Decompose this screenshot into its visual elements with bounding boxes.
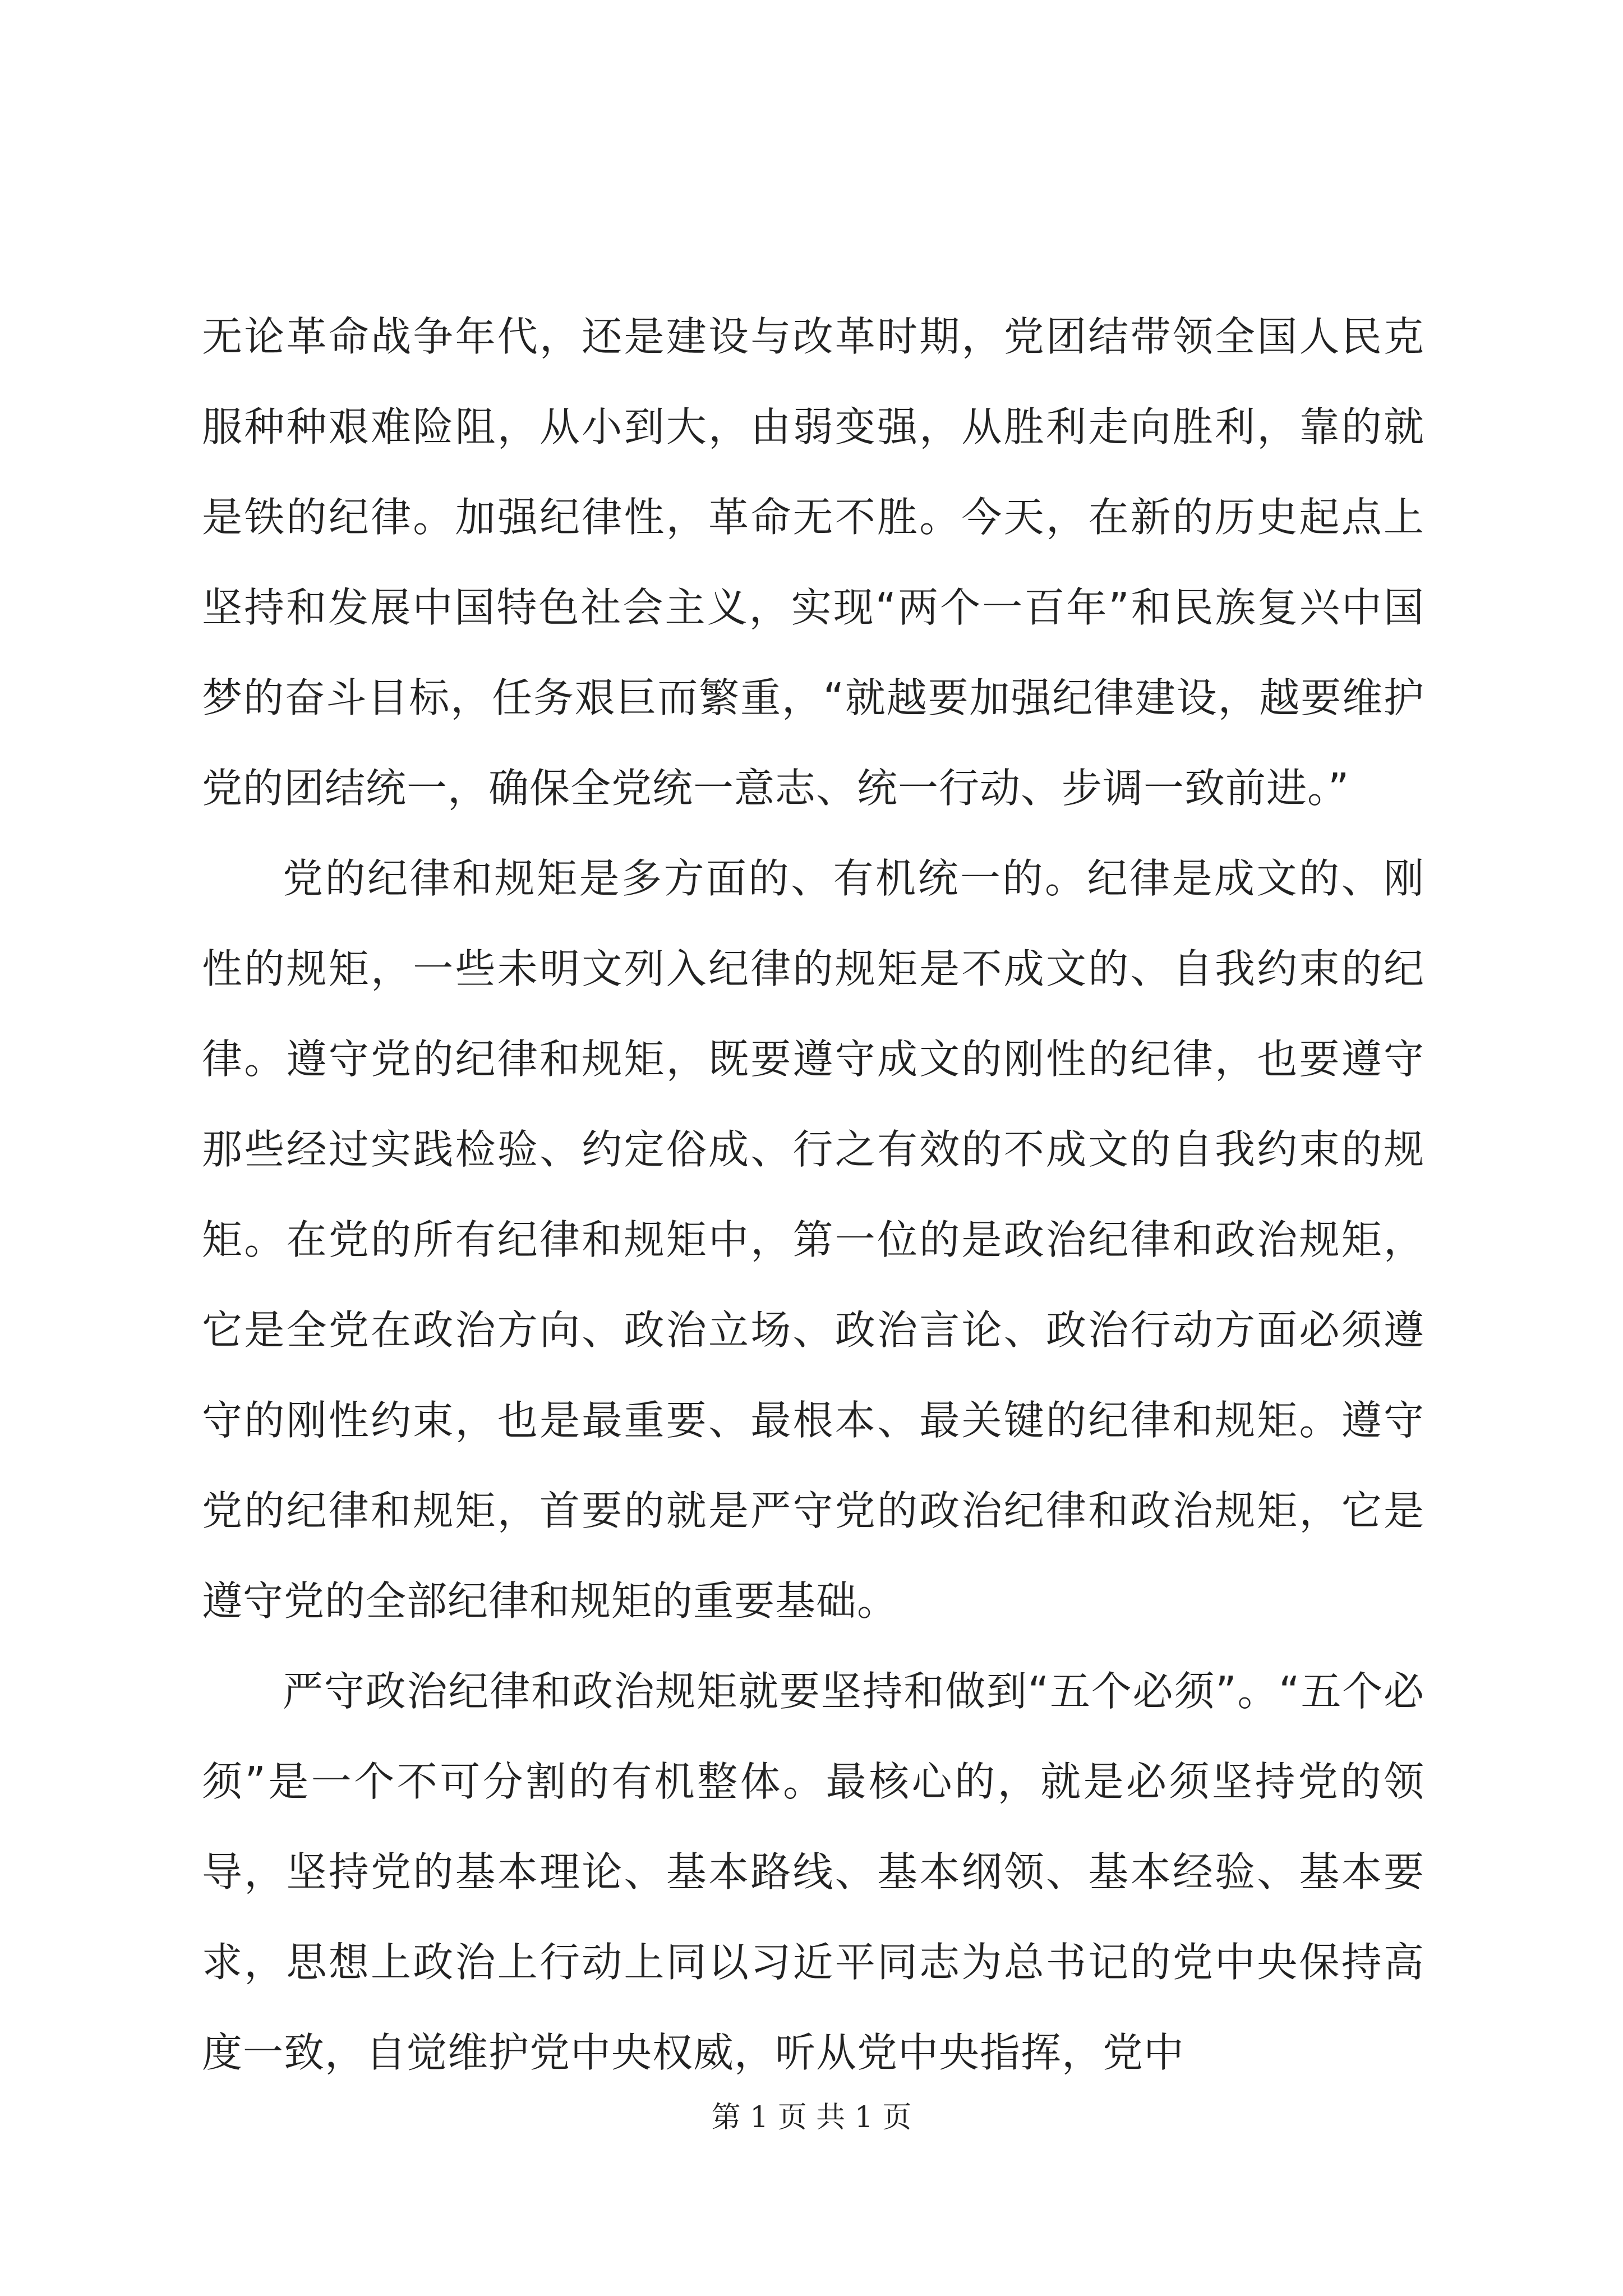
paragraph-1: 无论革命战争年代，还是建设与改革时期，党团结带领全国人民克服种种艰难险阻，从小到大，由弱变强，从胜利走向胜利，靠的就是铁的纪律。加强纪律性，革命无不胜。今天，在新的历史起点上坚持和发展中国特色社会主义，实现“两个一百年”和民族复兴中国梦的奋斗目标，任务艰巨而繁重，“就越要加强纪律建设，越要维护党的团结统一，确保全党统一意志、统一行动、步调一致前进。” — [202, 313, 1424, 812]
page-footer — [0, 2098, 1623, 2137]
paragraph-3: 严守政治纪律和政治规矩就要坚持和做到“五个必须”。“五个必须”是一个不可分割的有机整体。最核心的，就是必须坚持党的领导，坚持党的基本理论、基本路线、基本纲领、基本经验、基本要求，思想上政治上行动上同以习近平同志为总书记的党中央保持高度一致，自觉维护党中央权威，听从党中央指挥，党中 — [202, 1668, 1424, 2076]
body-text — [202, 292, 1424, 2098]
page-number-label: 第 1 页 共 1 页 — [711, 2101, 912, 2134]
paragraph-2: 党的纪律和规矩是多方面的、有机统一的。纪律是成文的、刚性的规矩，一些未明文列入纪律的规矩是不成文的、自我约束的纪律。遵守党的纪律和规矩，既要遵守成文的刚性的纪律，也要遵守那些经过实践检验、约定俗成、行之有效的不成文的自我约束的规矩。在党的所有纪律和规矩中，第一位的是政治纪律和政治规矩，它是全党在政治方向、政治立场、政治言论、政治行动方面必须遵守的刚性约束，也是最重要、最根本、最关键的纪律和规矩。遵守党的纪律和规矩，首要的就是严守党的政治纪律和政治规矩，它是遵守党的全部纪律和规矩的重要基础。 — [202, 855, 1424, 1625]
